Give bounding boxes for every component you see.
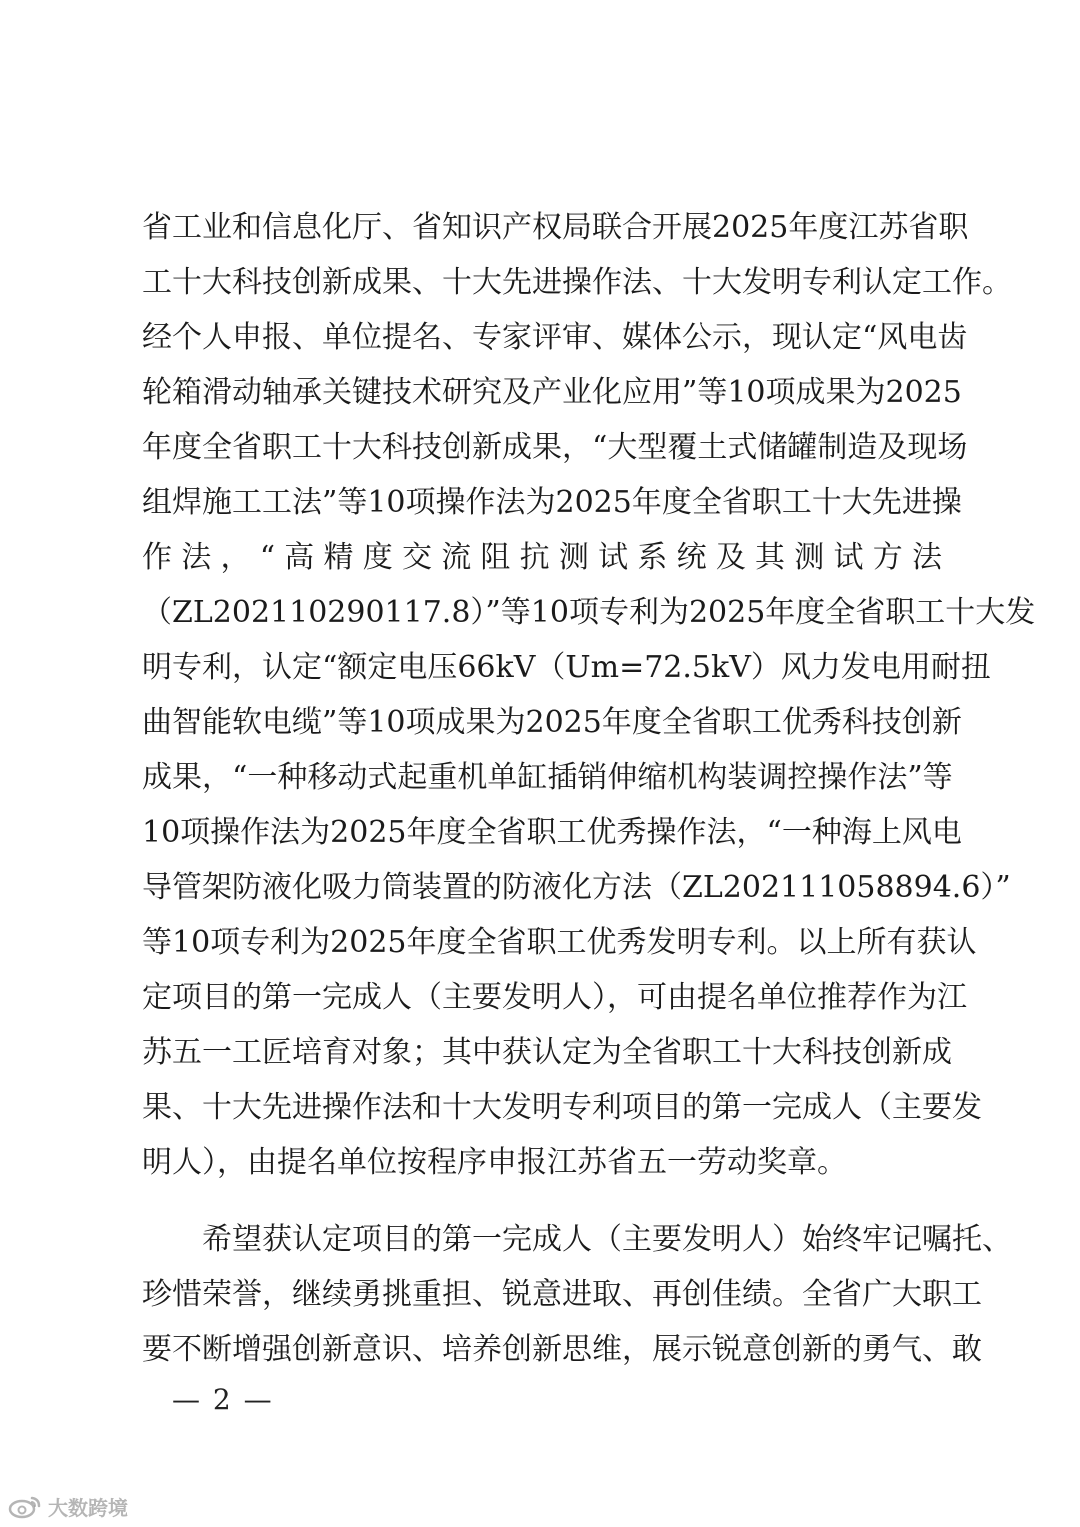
text-line: （ZL202110290117.8）”等10项专利为2025年度全省职工十大发 — [142, 595, 1036, 630]
watermark — [8, 1492, 128, 1521]
text-line: 果、十大先进操作法和十大发明专利项目的第一完成人（主要发 — [142, 1090, 982, 1125]
text-line: 曲智能软电缆”等10项成果为2025年度全省职工优秀科技创新 — [142, 705, 962, 740]
text-line: 轮箱滑动轴承关键技术研究及产业化应用”等10项成果为2025 — [142, 375, 962, 410]
page-number: — 2 — — [172, 1383, 274, 1416]
text-line: 作法，“高精度交流阻抗测试系统及其测试方法 — [142, 540, 942, 575]
text-line: 10项操作法为2025年度全省职工优秀操作法，“一种海上风电 — [142, 815, 962, 850]
watermark-text: 大数跨境 — [48, 1496, 128, 1520]
paragraph-gap — [142, 1190, 942, 1212]
text-line: 要不断增强创新意识、培养创新思维，展示锐意创新的勇气、敢 — [142, 1332, 982, 1367]
text-line: 珍惜荣誉，继续勇挑重担、锐意进取、再创佳绩。全省广大职工 — [142, 1277, 982, 1312]
text-line: 明专利，认定“额定电压66kV（Um=72.5kV）风力发电用耐扭 — [142, 650, 991, 685]
text-line: 明人），由提名单位按程序申报江苏省五一劳动奖章。 — [142, 1145, 847, 1180]
text-line: 定项目的第一完成人（主要发明人），可由提名单位推荐作为江 — [142, 980, 967, 1015]
text-line: 等10项专利为2025年度全省职工优秀发明专利。以上所有获认 — [142, 925, 977, 960]
body-text — [142, 200, 1036, 1377]
text-line: 省工业和信息化厅、省知识产权局联合开展2025年度江苏省职 — [142, 210, 969, 245]
text-line: 年度全省职工十大科技创新成果，“大型覆土式储罐制造及现场 — [142, 430, 968, 465]
text-line: 经个人申报、单位提名、专家评审、媒体公示，现认定“风电齿 — [142, 320, 968, 355]
text-line: 苏五一工匠培育对象；其中获认定为全省职工十大科技创新成 — [142, 1035, 952, 1070]
text-line: 导管架防液化吸力筒装置的防液化方法（ZL202111058894.6）” — [142, 870, 1011, 905]
text-line: 组焊施工工法”等10项操作法为2025年度全省职工十大先进操 — [142, 485, 962, 520]
text-line: 希望获认定项目的第一完成人（主要发明人）始终牢记嘱托、 — [202, 1222, 1012, 1257]
weibo-logo-icon — [8, 1495, 42, 1519]
text-line: 工十大科技创新成果、十大先进操作法、十大发明专利认定工作。 — [142, 265, 1012, 300]
text-line: 成果，“一种移动式起重机单缸插销伸缩机构装调控操作法”等 — [142, 760, 953, 795]
